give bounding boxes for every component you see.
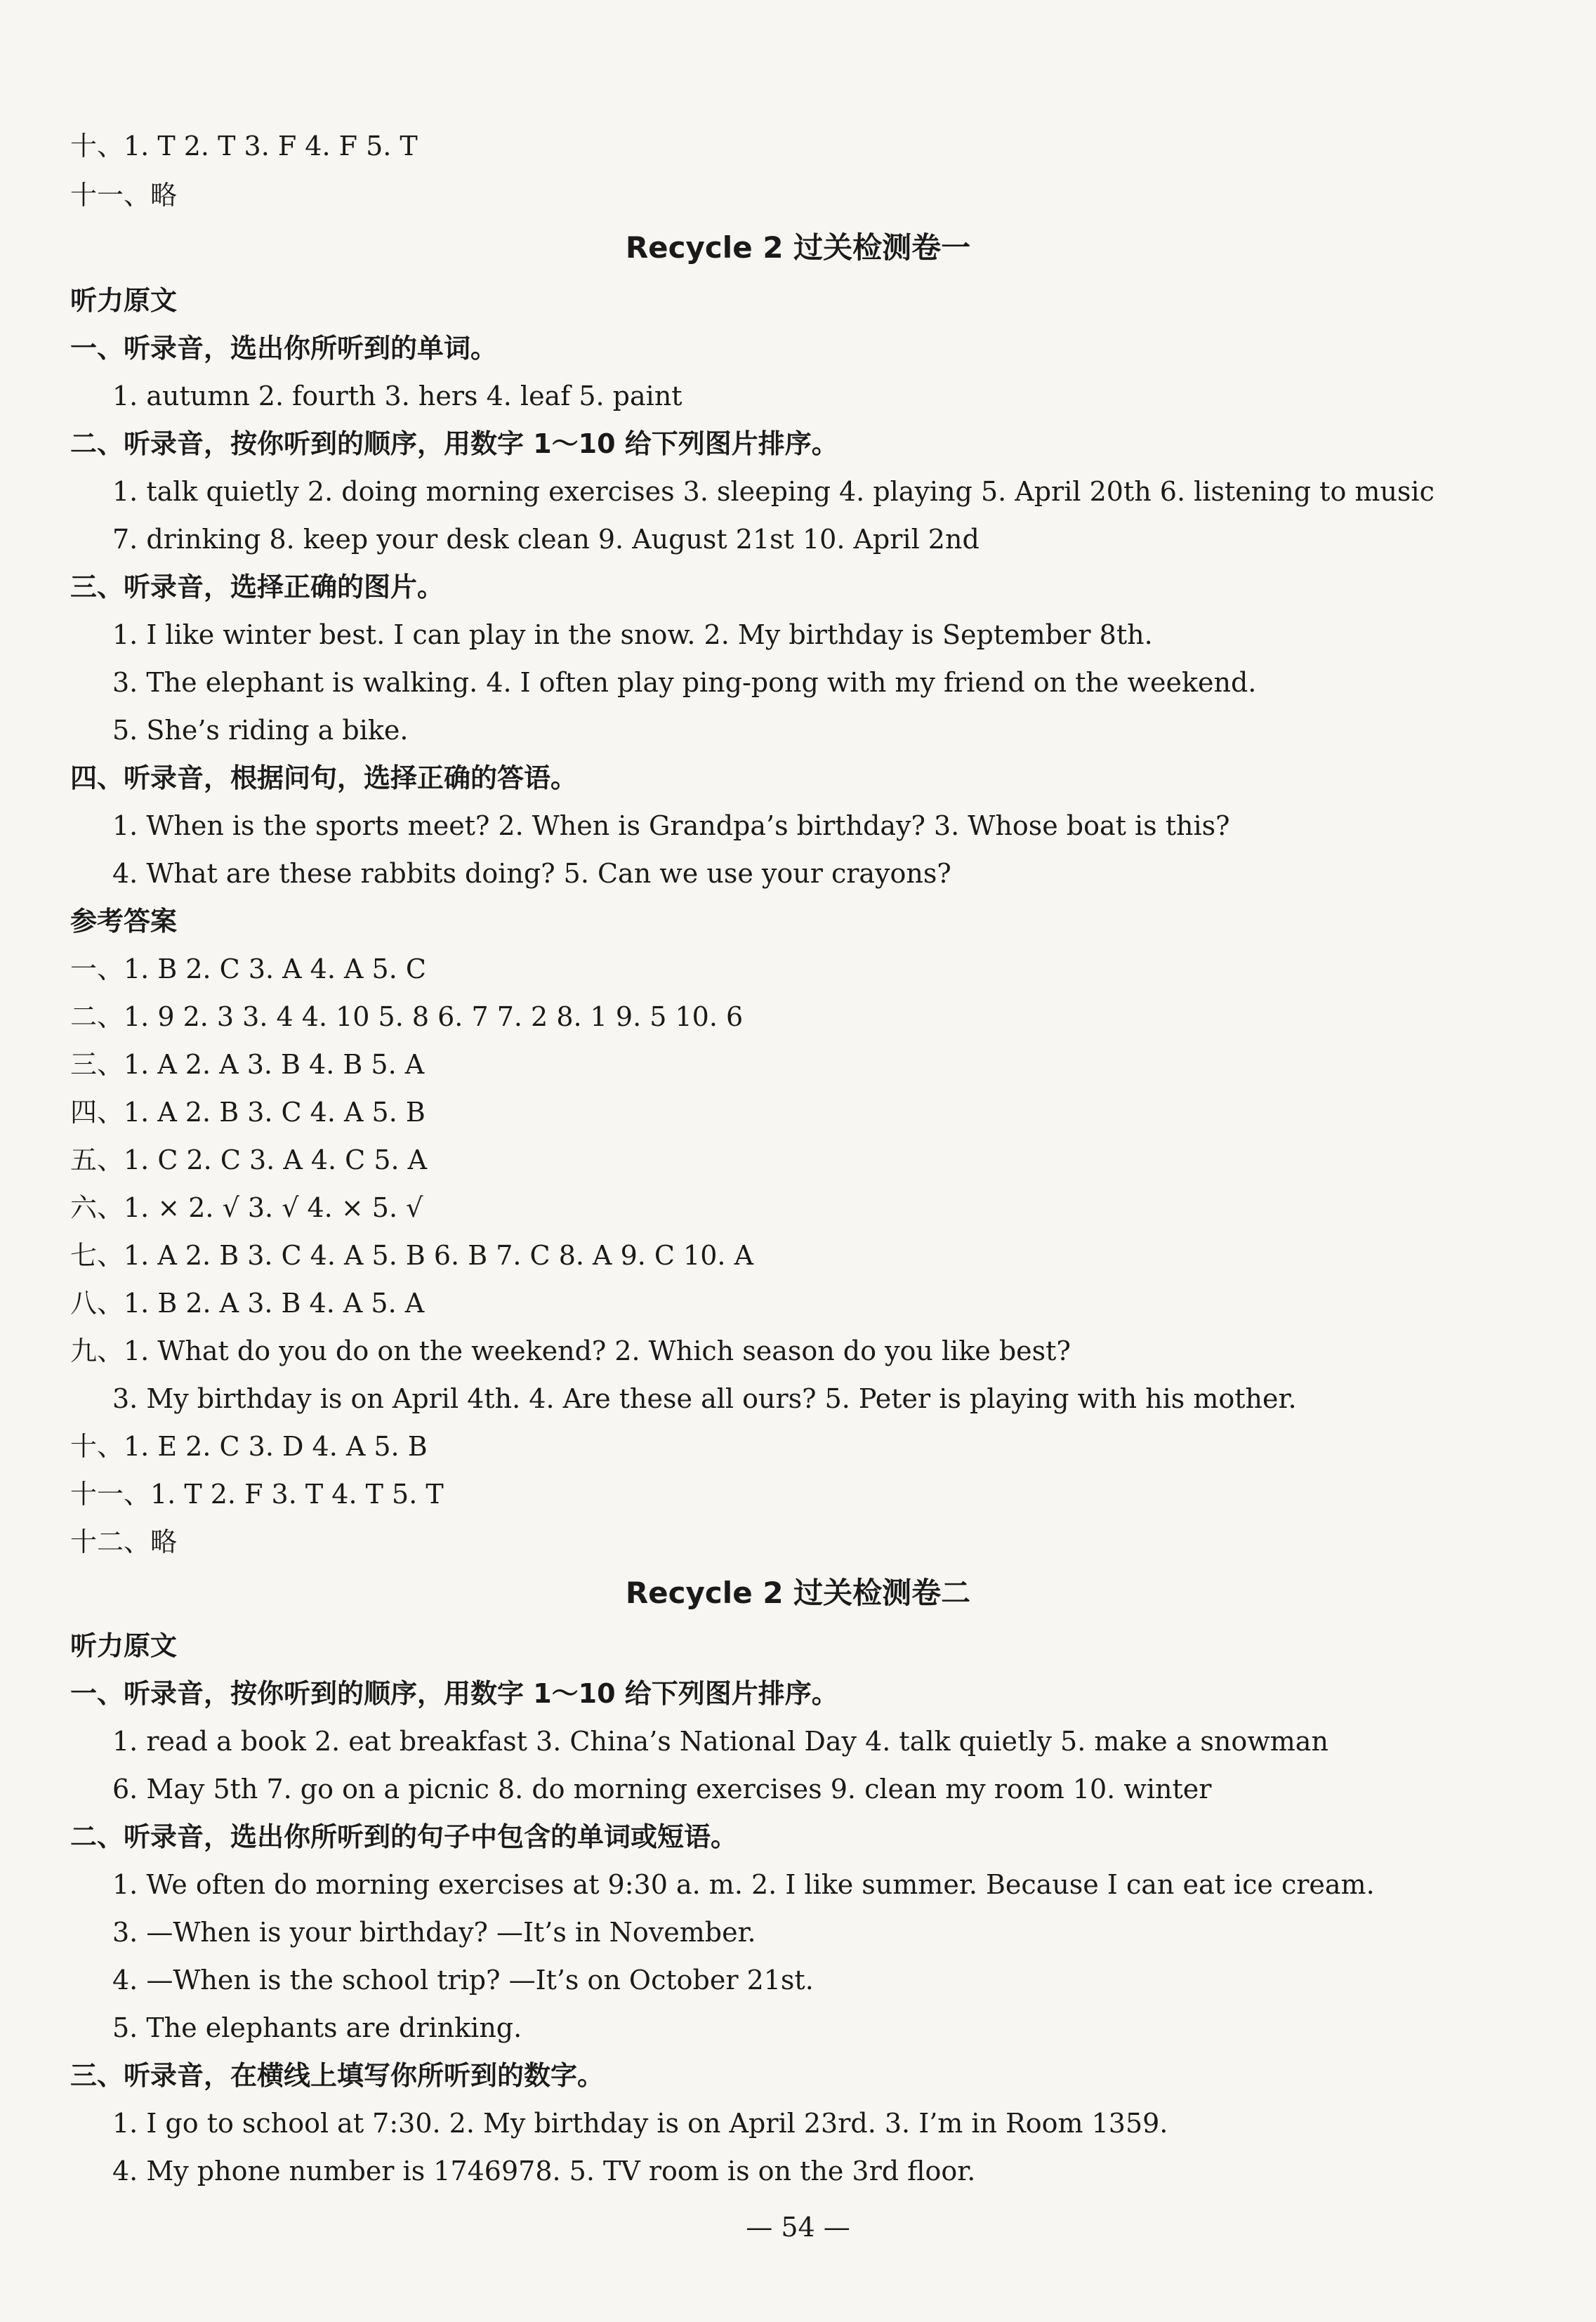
line-l20: 三、1. A 2. A 3. B 4. B 5. A [70,1049,425,1080]
line-l14: 四、听录音，根据问句，选择正确的答语。 [70,763,578,793]
line-l07: 二、听录音，按你听到的顺序，用数字 1～10 给下列图片排序。 [70,428,838,459]
line-l05: 一、听录音，选出你所听到的单词。 [70,333,498,364]
line-l17: 参考答案 [70,906,178,937]
line-l43: 4. My phone number is 1746978. 5. TV room is on the 3rd floor. [112,2156,976,2186]
line-l18: 一、1. B 2. C 3. A 4. A 5. C [70,954,426,984]
line-l16: 4. What are these rabbits doing? 5. Can we use your crayons? [112,858,951,889]
line-l35: 6. May 5th 7. go on a picnic 8. do morning exercises 9. clean my room 10. winter [112,1774,1212,1805]
line-l38: 3. —When is your birthday? —It’s in November. [112,1917,756,1948]
line-l23: 六、1. × 2. √ 3. √ 4. × 5. √ [70,1192,423,1223]
page-number: — 54 — [746,2212,850,2243]
line-l06: 1. autumn 2. fourth 3. hers 4. leaf 5. paint [112,381,682,411]
line-l37: 1. We often do morning exercises at 9:30 a. m. 2. I like summer. Because I can eat ice cream. [112,1869,1375,1900]
section-title-2: Recycle 2 过关检测卷二 [625,1576,971,1610]
line-l33: 一、听录音，按你听到的顺序，用数字 1～10 给下列图片排序。 [70,1678,838,1709]
line-l34: 1. read a book 2. eat breakfast 3. China’s National Day 4. talk quietly 5. make a snowman [112,1726,1328,1757]
line-l08: 1. talk quietly 2. doing morning exercises 3. sleeping 4. playing 5. April 20th 6. listening to music [112,476,1435,507]
line-l39: 4. —When is the school trip? —It’s on October 21st. [112,1965,814,1996]
line-l11: 1. I like winter best. I can play in the snow. 2. My birthday is September 8th. [112,619,1153,650]
line-l13: 5. She’s riding a bike. [112,715,409,746]
section-title-1: Recycle 2 过关检测卷一 [625,230,971,265]
line-l19: 二、1. 9 2. 3 3. 4 4. 10 5. 8 6. 7 7. 2 8. 1 9. 5 10. 6 [70,1001,744,1032]
line-l10: 三、听录音，选择正确的图片。 [70,572,444,602]
line-l30: 十二、略 [70,1526,178,1557]
line-l01: 十、1. T 2. T 3. F 4. F 5. T [70,131,418,161]
line-l04: 听力原文 [70,285,178,316]
line-l28: 十、1. E 2. C 3. D 4. A 5. B [70,1431,428,1462]
line-l15: 1. When is the sports meet? 2. When is Grandpa’s birthday? 3. Whose boat is this? [112,810,1230,841]
line-l32: 听力原文 [70,1630,178,1661]
line-l21: 四、1. A 2. B 3. C 4. A 5. B [70,1097,426,1128]
line-l22: 五、1. C 2. C 3. A 4. C 5. A [70,1144,428,1175]
line-l41: 三、听录音，在横线上填写你所听到的数字。 [70,2060,605,2091]
line-l40: 5. The elephants are drinking. [112,2012,522,2043]
line-l12: 3. The elephant is walking. 4. I often play ping-pong with my friend on the weekend. [112,667,1257,698]
line-l24: 七、1. A 2. B 3. C 4. A 5. B 6. B 7. C 8. A 9. C 10. A [70,1240,754,1271]
line-l09: 7. drinking 8. keep your desk clean 9. August 21st 10. April 2nd [112,524,980,555]
line-l29: 十一、1. T 2. F 3. T 4. T 5. T [70,1479,444,1510]
line-l27: 3. My birthday is on April 4th. 4. Are these all ours? 5. Peter is playing with his mother. [112,1383,1297,1414]
line-l25: 八、1. B 2. A 3. B 4. A 5. A [70,1288,425,1319]
line-l02: 十一、略 [70,180,178,211]
line-l36: 二、听录音，选出你所听到的句子中包含的单词或短语。 [70,1821,738,1852]
line-l26: 九、1. What do you do on the weekend? 2. Which season do you like best? [70,1335,1071,1366]
line-l42: 1. I go to school at 7:30. 2. My birthday is on April 23rd. 3. I’m in Room 1359. [112,2108,1168,2139]
